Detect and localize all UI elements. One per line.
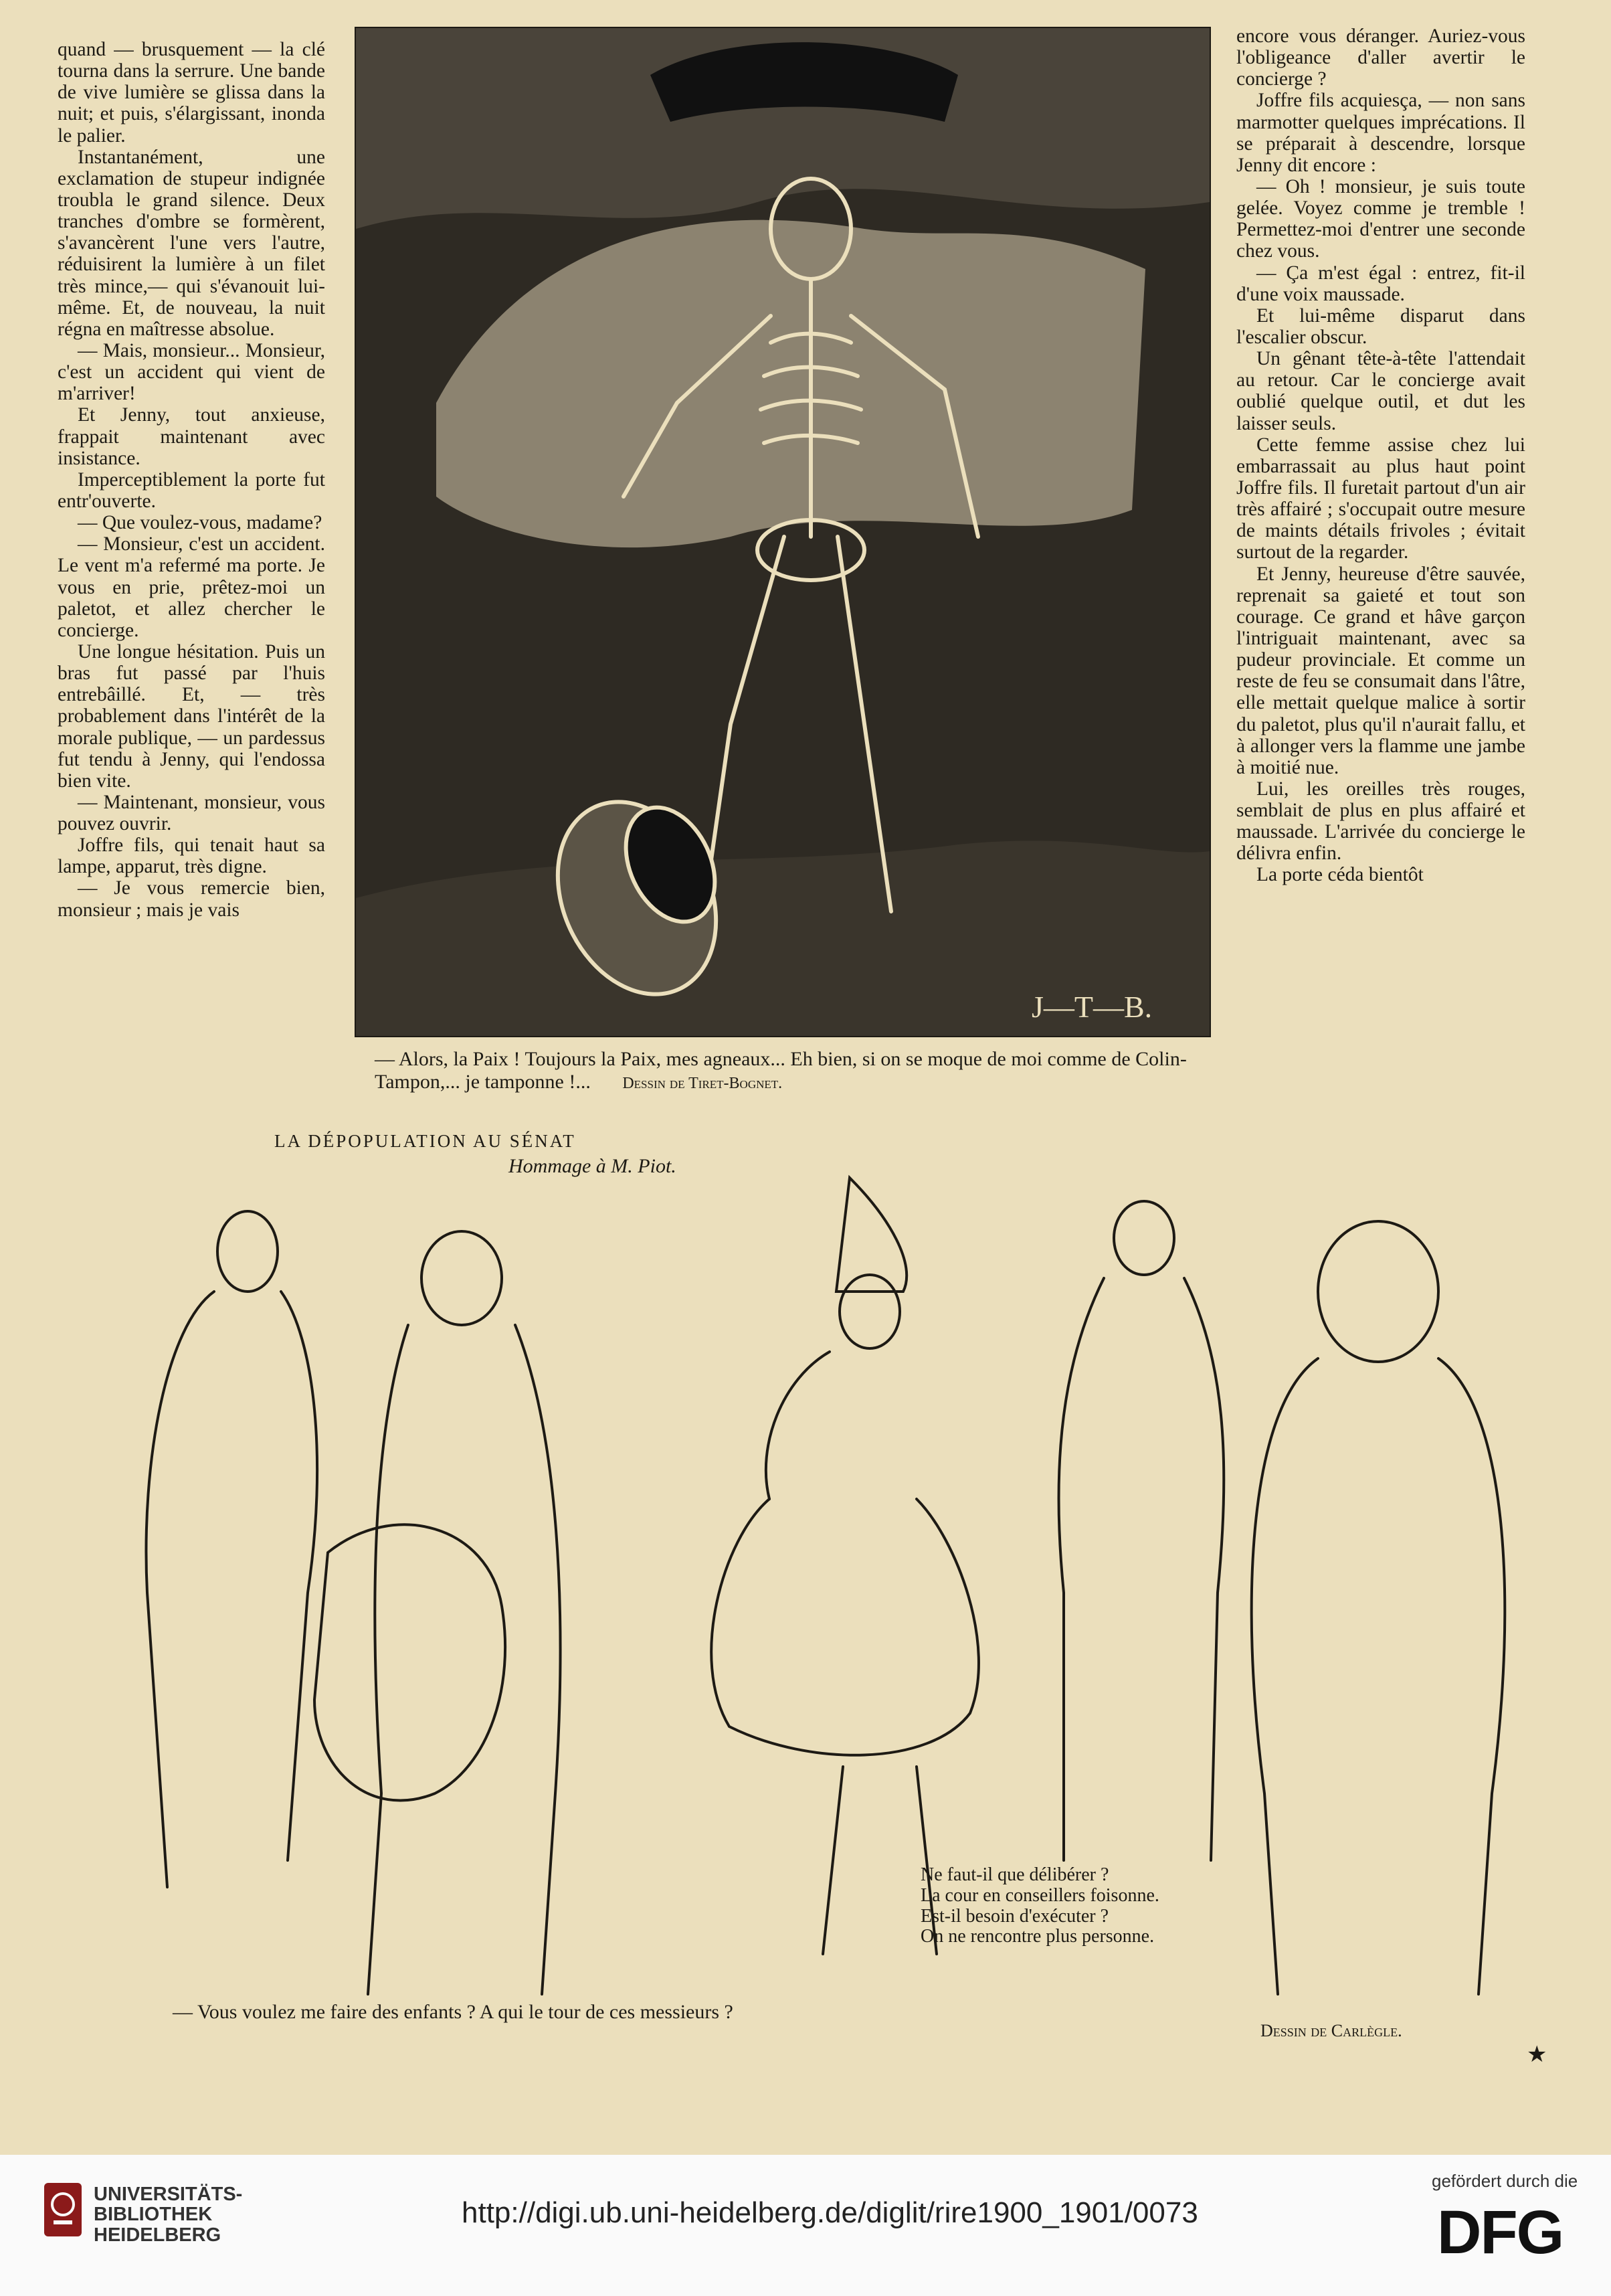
paragraph: Et lui-même disparut dans l'escalier obscur. [1236, 304, 1525, 348]
library-name-line: UNIVERSITÄTS- [94, 2184, 243, 2205]
funding-label: gefördert durch die [1432, 2171, 1578, 2191]
paragraph: quand — brusquement — la clé tourna dans la serrure. Une bande de vive lumière se glissa dans la nuit; et puis, s'élargissant, inonda le palier. [58, 39, 325, 147]
paragraph: Imperceptiblement la porte fut entr'ouverte. [58, 468, 325, 512]
verse-line: On ne rencontre plus personne. [921, 1926, 1155, 1947]
paragraph: Un gênant tête-à-tête l'attendait au retour. Car le concierge avait oublié quelque outil, et dut les laisser seuls. [1236, 348, 1525, 434]
paragraph: Lui, les oreilles très rouges, semblait de plus en plus affairé et maussade. L'arrivée du concierge le délivra enfin. [1236, 778, 1525, 865]
cartoon-subtitle: Hommage à M. Piot. [508, 1155, 676, 1177]
skeleton-drummer-illustration [355, 27, 1211, 1037]
paragraph: Et Jenny, heureuse d'être sauvée, reprenait sa gaieté et tout son courage. Ce grand et hâve garçon l'intriguait maintenant, avec sa pudeur provinciale. Et comme un reste de feu se consumait dans l'âtre, elle mettait quelque malice à sortir du paletot, plus qu'il n'aurait fallu, et à allonger vers la flamme une jambe à moitié nue. [1236, 563, 1525, 778]
cartoon-illustrator-credit: Dessin de Carlègle. [1260, 2021, 1402, 2040]
paragraph: — Oh ! monsieur, je suis toute gelée. Voyez comme je tremble ! Permettez-moi d'entrer une seconde chez vous. [1236, 175, 1525, 262]
paragraph: — Ça m'est égal : entrez, fit-il d'une voix maussade. [1236, 262, 1525, 305]
paragraph: — Que voulez-vous, madame? [78, 512, 322, 534]
paragraph: Cette femme assise chez lui embarrassait au plus haut point Joffre fils. Il furetait partout d'un air très affairé ; s'occupait outre mesure de maints détails frivoles ; évitait surtout de la regarder. [1236, 434, 1525, 563]
paragraph: encore vous déranger. Auriez-vous l'obligeance d'aller avertir le concierge ? [1236, 25, 1525, 90]
paragraph: Joffre fils, qui tenait haut sa lampe, apparut, très digne. [58, 834, 325, 878]
skeleton-drawing [356, 28, 1210, 1036]
dfg-logo: DFG [1437, 2198, 1563, 2267]
verse-line: Ne faut-il que délibérer ? [921, 1864, 1109, 1885]
paragraph: Instantanément, une exclamation de stupeur indignée troubla le grand silence. Deux tranches d'ombre se formèrent, s'avancèrent l'une vers l'autre, réduisirent la lumière à un filet très mince,— qui s'évanouit lui-même. Et, de nouveau, la nuit régna en maîtresse absolue. [58, 146, 325, 340]
library-name-line: HEIDELBERG [94, 2224, 221, 2246]
library-name-line: BIBLIOTHEK [94, 2204, 213, 2226]
right-text-column [1236, 25, 1525, 886]
paragraph: Une longue hésitation. Puis un bras fut passé par l'huis entrebâillé. Et, — très probablement dans l'intérêt de la morale publique, — un pardessus fut tendu à Jenny, qui l'endossa bien vite. [58, 640, 325, 792]
paragraph: La porte céda bientôt [1256, 864, 1424, 886]
left-text-column [58, 39, 325, 921]
senate-cartoon-drawing [87, 1124, 1545, 2021]
paragraph: Joffre fils acquiesça, — non sans marmotter quelques imprécations. Il se préparait à descendre, lorsque Jenny dit encore : [1236, 90, 1525, 176]
cartoon-verse [921, 1865, 1159, 1947]
caption-text: — Alors, la Paix ! Toujours la Paix, mes agneaux... Eh bien, si on se moque de moi comme de Colin-Tampon,... je tamponne !... [375, 1048, 1187, 1093]
verse-line: Est-il besoin d'exécuter ? [921, 1905, 1109, 1927]
cartoon-title: LA DÉPOPULATION AU SÉNAT [274, 1131, 576, 1151]
paragraph: Et Jenny, tout anxieuse, frappait maintenant avec insistance. [58, 404, 325, 469]
top-illustration-caption [375, 1048, 1224, 1093]
paragraph: — Je vous remercie bien, monsieur ; mais je vais [58, 877, 325, 921]
permalink-url[interactable]: http://digi.ub.uni-heidelberg.de/diglit/rire1900_1901/0073 [462, 2196, 1198, 2229]
verse-line: La cour en conseillers foisonne. [921, 1884, 1159, 1906]
library-name [94, 2184, 242, 2245]
university-seal-icon [41, 2180, 84, 2239]
paragraph: — Mais, monsieur... Monsieur, c'est un accident qui vient de m'arriver! [58, 339, 325, 405]
paragraph: — Monsieur, c'est un accident. Le vent m'a refermé ma porte. Je vous en prie, prêtez-moi un paletot, et allez chercher le concierge. [58, 533, 325, 641]
illustrator-credit: Dessin de Tiret-Bognet. [622, 1074, 783, 1092]
cartoon-caption: — Vous voulez me faire des enfants ? A qui le tour de ces messieurs ? [173, 2001, 733, 2023]
star-ornament: ★ [1527, 2042, 1547, 2067]
illustration-monogram: J—T—B. [1032, 990, 1153, 1024]
digitization-footer [0, 2155, 1611, 2296]
paragraph: — Maintenant, monsieur, vous pouvez ouvrir. [58, 791, 325, 835]
